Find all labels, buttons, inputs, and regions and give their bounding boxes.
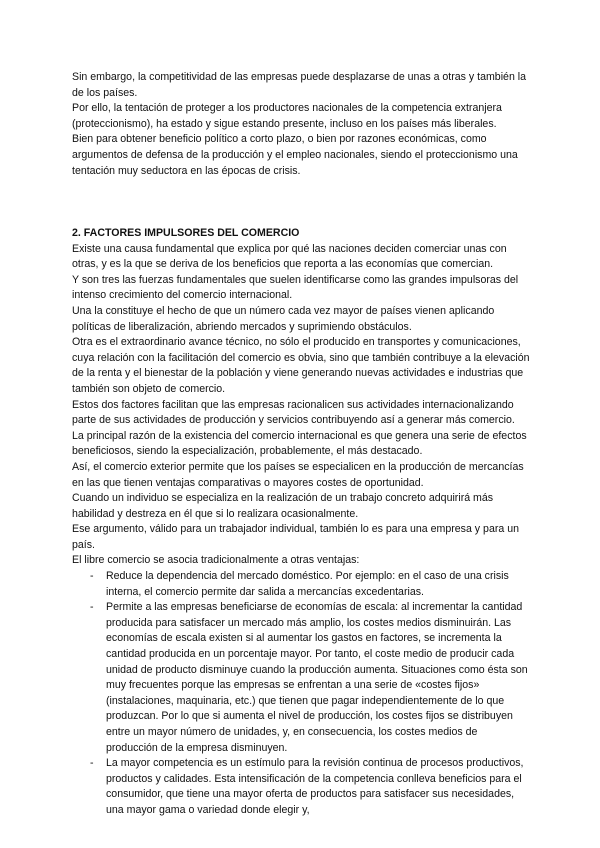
section-paragraph-6: La principal razón de la existencia del comercio internacional es que genera una serie de efectos beneficiosos, siendo la especialización, probablemente, el más destacado. bbox=[72, 429, 527, 458]
list-item: - La mayor competencia es un estímulo para la revisión continua de procesos productivos, productos y calidades. Esta intensificación de la competencia conlleva beneficios para el consumidor, que tiene una mayor oferta de productos para satisfacer sus necesidades, una mayor gama o variedad donde elegir y, bbox=[106, 756, 532, 818]
section-paragraph-5: Estos dos factores facilitan que las empresas racionalicen sus actividades internacionalizando parte de sus actividades de producción y servicios contribuyendo así a generar más comercio. bbox=[72, 398, 515, 427]
list-item: - Permite a las empresas beneficiarse de economías de escala: al incrementar la cantidad producida para satisfacer un mercado más amplio, los costes medios disminuirán. Las economías de escala existen si al aumentar los gastos en factores, se incrementa la cantidad producida en un porcentaje mayor. Por tanto, el coste medio de producir cada unidad de producto disminuye cuando la producción aumenta. Situaciones como ésta son muy frecuentes porque las empresas se enfrentan a una serie de «costes fijos» (instalaciones, maquinaria, etc.) que tienen que pagar independientemente de lo que produzcan. Por lo que si aumenta el nivel de producción, los costes fijos se distribuyen entre un mayor número de unidades, y, en consecuencia, los costes medios de producción de la empresa disminuyen. bbox=[106, 600, 532, 756]
section-paragraph-1: Existe una causa fundamental que explica por qué las naciones deciden comerciar unas con otras, y es la que se deriva de los beneficios que reporta a las economías que comercian. bbox=[72, 242, 507, 271]
section-paragraph-10: El libre comercio se asocia tradicionalmente a otras ventajas: bbox=[72, 554, 360, 567]
advantages-list bbox=[72, 569, 532, 819]
intro-paragraph-3: Bien para obtener beneficio político a corto plazo, o bien por razones económicas, como argumentos de defensa de la producción y el empleo nacionales, siendo el proteccionismo una tentación muy seductora en las épocas de crisis. bbox=[72, 133, 518, 177]
intro-text bbox=[72, 70, 532, 179]
section-factores bbox=[72, 226, 532, 819]
section-paragraph-8: Cuando un individuo se especializa en la realización de un trabajo concreto adquirirá más habilidad y destreza en él que si lo realizara ocasionalmente. bbox=[72, 492, 494, 520]
section-paragraph-3: Una la constituye el hecho de que un número cada vez mayor de países vienen aplicando políticas de liberalización, abriendo mercados y suprimiendo obstáculos. bbox=[72, 304, 495, 333]
section-paragraph-9: Ese argumento, válido para un trabajador individual, también lo es para una empresa y para un país. bbox=[72, 523, 519, 551]
intro-paragraph-1: Sin embargo, la competitividad de las empresas puede desplazarse de unas a otras y también la de los países. bbox=[72, 71, 527, 99]
section-paragraph-7: Así, el comercio exterior permite que los países se especialicen en la producción de mercancías en las que tienen ventajas comparativas o mayores costes de oportunidad. bbox=[72, 460, 524, 489]
section-paragraph-2: Y son tres las fuerzas fundamentales que suelen identificarse como las grandes impulsoras del intenso crecimiento del comercio internacional. bbox=[72, 273, 519, 302]
list-item: - Reduce la dependencia del mercado doméstico. Por ejemplo: en el caso de una crisis interna, el comercio permite dar salida a mercancías excedentarias. bbox=[106, 569, 532, 600]
intro-paragraph-2: Por ello, la tentación de proteger a los productores nacionales de la competencia extranjera (proteccionismo), ha estado y sigue estando presente, incluso en los países más liberales. bbox=[72, 102, 502, 130]
section-heading: 2. FACTORES IMPULSORES DEL COMERCIO bbox=[72, 227, 300, 239]
section-paragraph-4: Otra es el extraordinario avance técnico, no sólo el producido en transportes y comunicaciones, cuya relación con la facilitación del comercio es obvia, sino que también contribuye a la elevación de la renta y el bienestar de la población y viene generando nuevas actividades e industrias que también son objeto de comercio. bbox=[72, 336, 530, 395]
